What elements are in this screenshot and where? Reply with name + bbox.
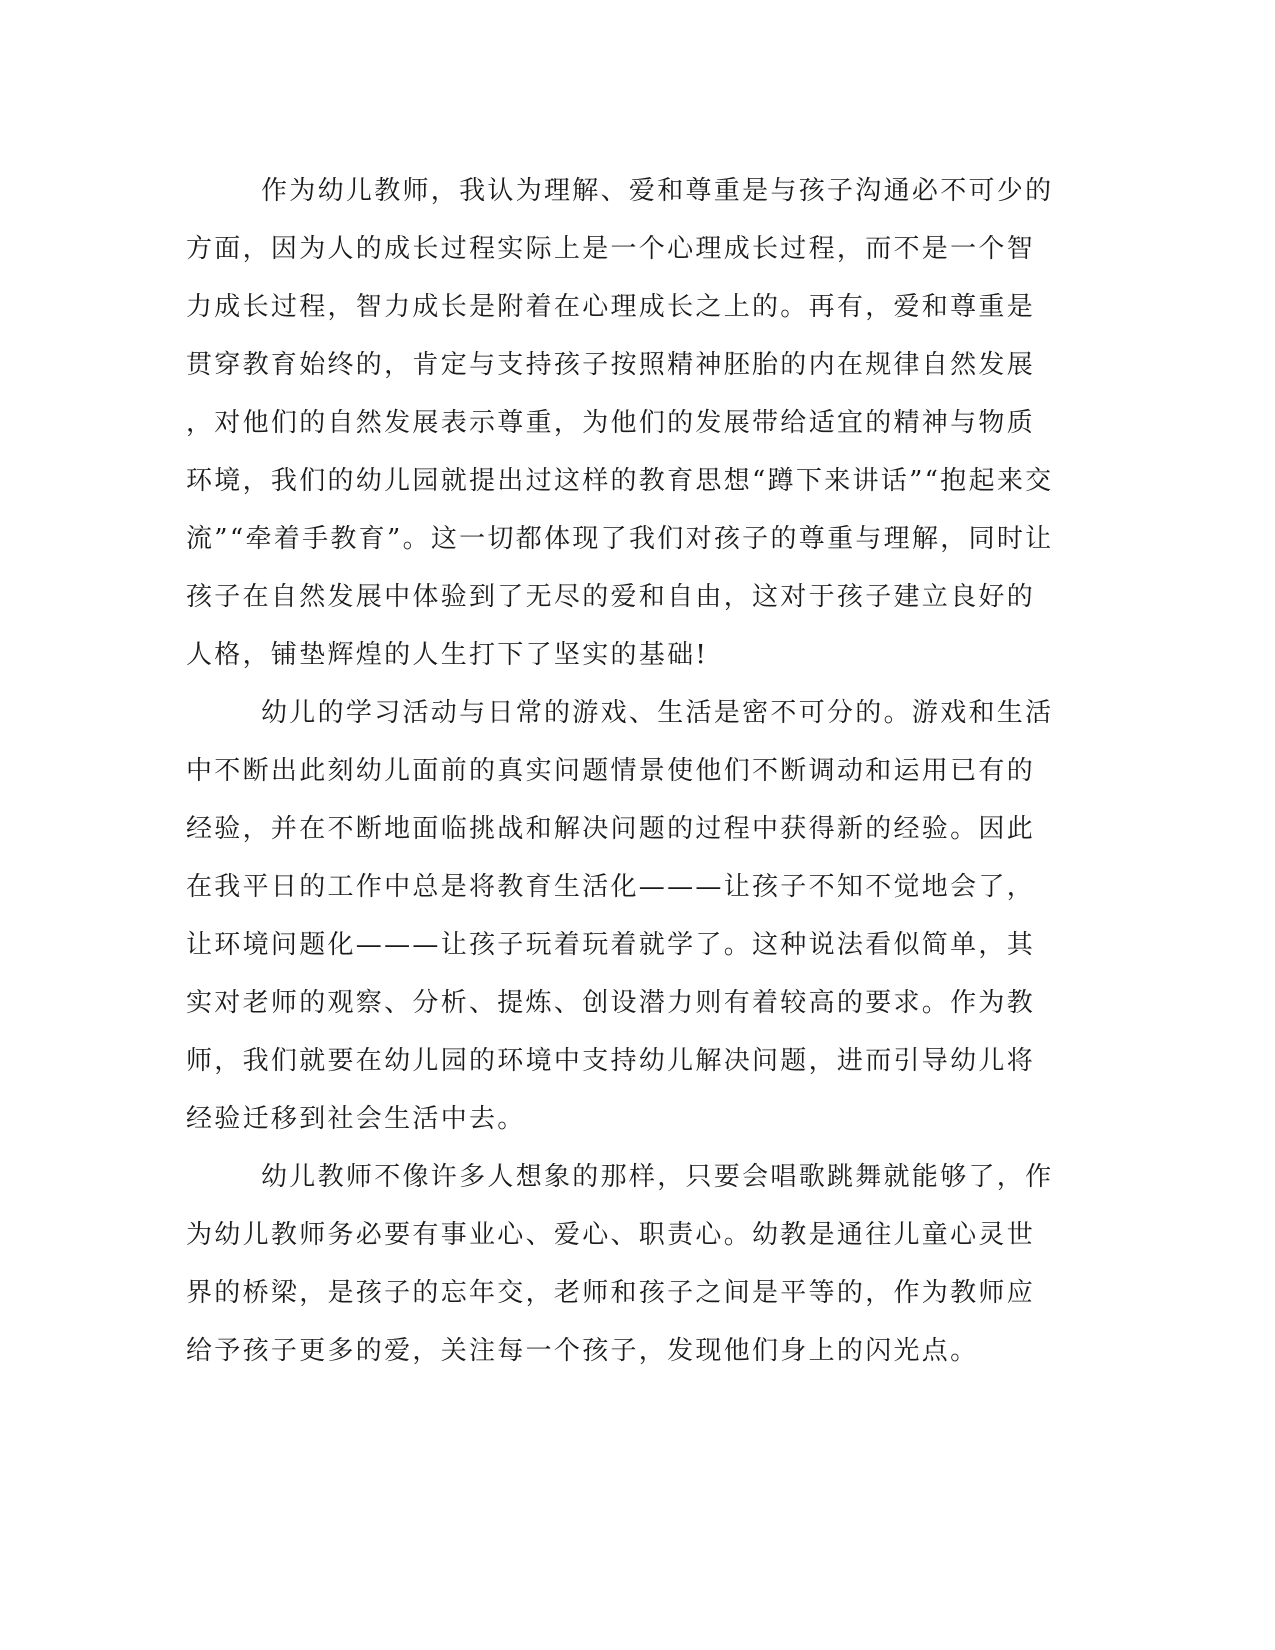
text-line: 环境，我们的幼儿园就提出过这样的教育思想“蹲下来讲话”“抱起来交 [186,466,1054,496]
text-line: 人格，铺垫辉煌的人生打下了坚实的基础! [186,640,709,670]
text-line: 界的桥梁，是孩子的忘年交，老师和孩子之间是平等的，作为教师应 [186,1278,1036,1308]
text-line: 作为幼儿教师，我认为理解、爱和尊重是与孩子沟通必不可少的 [261,176,1054,206]
text-line: 让环境问题化———让孩子玩着玩着就学了。这种说法看似简单，其 [186,930,1036,960]
text-line: 师，我们就要在幼儿园的环境中支持幼儿解决问题，进而引导幼儿将 [186,1046,1036,1076]
text-line: 孩子在自然发展中体验到了无尽的爱和自由，这对于孩子建立良好的 [186,582,1036,612]
document-body [186,162,1054,1380]
text-line: 给予孩子更多的爱，关注每一个孩子，发现他们身上的闪光点。 [186,1336,979,1366]
paragraph-2 [186,684,1054,1148]
text-line: 贯穿教育始终的，肯定与支持孩子按照精神胚胎的内在规律自然发展 [186,350,1036,380]
text-line: 经验迁移到社会生活中去。 [186,1104,526,1134]
text-line: 为幼儿教师务必要有事业心、爱心、职责心。幼教是通往儿童心灵世 [186,1220,1036,1250]
text-line: 方面，因为人的成长过程实际上是一个心理成长过程，而不是一个智 [186,234,1036,264]
paragraph-3 [186,1148,1054,1380]
text-line: 中不断出此刻幼儿面前的真实问题情景使他们不断调动和运用已有的 [186,756,1036,786]
text-line: 经验，并在不断地面临挑战和解决问题的过程中获得新的经验。因此 [186,814,1036,844]
paragraph-1 [186,162,1054,684]
text-line: 幼儿教师不像许多人想象的那样，只要会唱歌跳舞就能够了，作 [261,1162,1054,1192]
text-line: 幼儿的学习活动与日常的游戏、生活是密不可分的。游戏和生活 [261,698,1054,728]
text-line: 流”“牵着手教育”。这一切都体现了我们对孩子的尊重与理解，同时让 [186,524,1054,554]
text-line: 实对老师的观察、分析、提炼、创设潜力则有着较高的要求。作为教 [186,988,1036,1018]
text-line: 在我平日的工作中总是将教育生活化———让孩子不知不觉地会了， [186,872,1036,902]
text-line: 力成长过程，智力成长是附着在心理成长之上的。再有，爱和尊重是 [186,292,1036,322]
text-line: ，对他们的自然发展表示尊重，为他们的发展带给适宜的精神与物质 [186,408,1036,438]
